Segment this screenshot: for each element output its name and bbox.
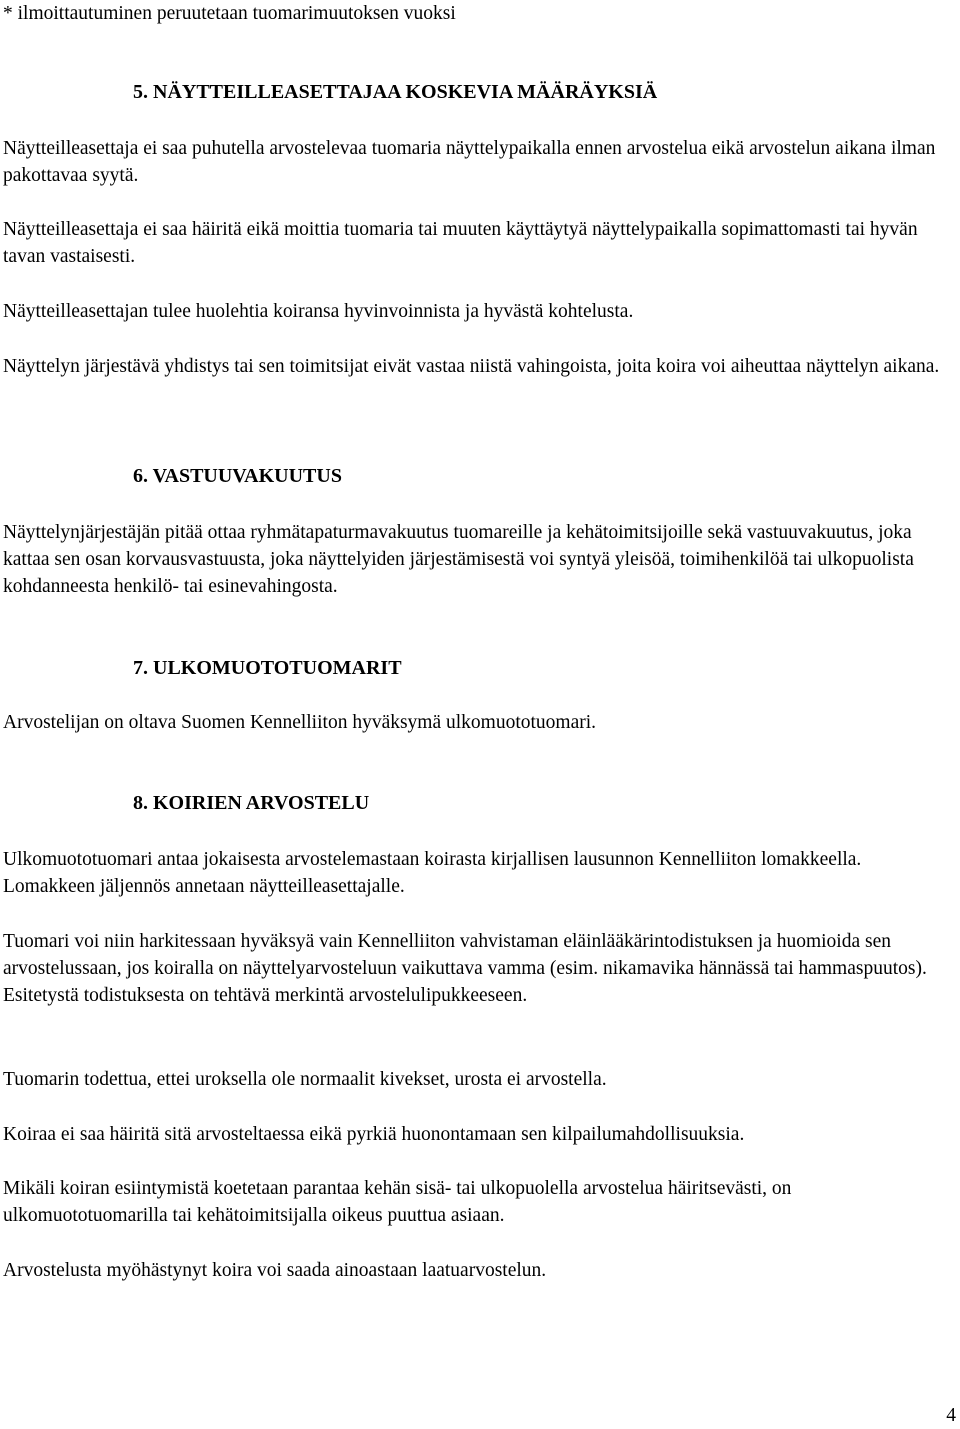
paragraph: Mikäli koiran esiintymistä koetetaan parantaa kehän sisä- tai ulkopuolella arvostelua häiritsevästi, on ulkomuototuomarilla tai kehätoimitsijalla oikeus puuttua asiaan. bbox=[3, 1178, 792, 1226]
paragraph: Arvostelusta myöhästynyt koira voi saada ainoastaan laatuarvostelun. bbox=[3, 1260, 547, 1281]
footnote: * ilmoittautuminen peruutetaan tuomarimuutoksen vuoksi bbox=[3, 3, 456, 24]
paragraph: Näytteilleasettaja ei saa häiritä eikä moittia tuomaria tai muuten käyttäytyä näyttelypaikalla sopimattomasti tai hyvän tavan vastaisesti. bbox=[3, 219, 918, 267]
paragraph: Tuomari voi niin harkitessaan hyväksyä vain Kennelliiton vahvistaman eläinlääkärintodistuksen ja huomioida sen arvostelussaan, jos koiralla on näyttelyarvosteluun vaikuttava vamma (esim. nikamavika hännässä tai hammaspuutos). Esitetystä todistuksesta on tehtävä merkintä arvostelulipukkeeseen. bbox=[3, 931, 927, 1006]
paragraph: Ulkomuototuomari antaa jokaisesta arvostelemastaan koirasta kirjallisen lausunnon Kennelliiton lomakkeella. Lomakkeen jäljennös annetaan näytteilleasettajalle. bbox=[3, 849, 862, 897]
paragraph: Koiraa ei saa häiritä sitä arvosteltaessa eikä pyrkiä huonontamaan sen kilpailumahdollisuuksia. bbox=[3, 1124, 745, 1145]
paragraph: Näytteilleasettajan tulee huolehtia koiransa hyvinvoinnista ja hyvästä kohtelusta. bbox=[3, 301, 634, 322]
section-heading-6: 6. VASTUUVAKUUTUS bbox=[133, 465, 342, 487]
paragraph: Näyttelynjärjestäjän pitää ottaa ryhmätapaturmavakuutus tuomareille ja kehätoimitsijoille sekä vastuuvakuutus, joka kattaa sen osan korvausvastuusta, joka näyttelyiden järjestämisestä voi syntyä yleisöä, toimihenkilöä tai ulkopuolista kohdanneesta henkilö- tai esinevahingosta. bbox=[3, 522, 914, 597]
paragraph: Tuomarin todettua, ettei uroksella ole normaalit kivekset, urosta ei arvostella. bbox=[3, 1069, 607, 1090]
page-number: 4 bbox=[946, 1405, 956, 1426]
section-heading-5: 5. NÄYTTEILLEASETTAJAA KOSKEVIA MÄÄRÄYKSIÄ bbox=[133, 81, 658, 103]
paragraph: Näyttelyn järjestävä yhdistys tai sen toimitsijat eivät vastaa niistä vahingoista, joita koira voi aiheuttaa näyttelyn aikana. bbox=[3, 356, 940, 377]
section-heading-7: 7. ULKOMUOTOTUOMARIT bbox=[133, 657, 402, 679]
paragraph: Näytteilleasettaja ei saa puhutella arvostelevaa tuomaria näyttelypaikalla ennen arvostelua eikä arvostelun aikana ilman pakottavaa syytä. bbox=[3, 138, 936, 186]
paragraph: Arvostelijan on oltava Suomen Kennelliiton hyväksymä ulkomuototuomari. bbox=[3, 712, 597, 733]
section-heading-8: 8. KOIRIEN ARVOSTELU bbox=[133, 792, 370, 814]
